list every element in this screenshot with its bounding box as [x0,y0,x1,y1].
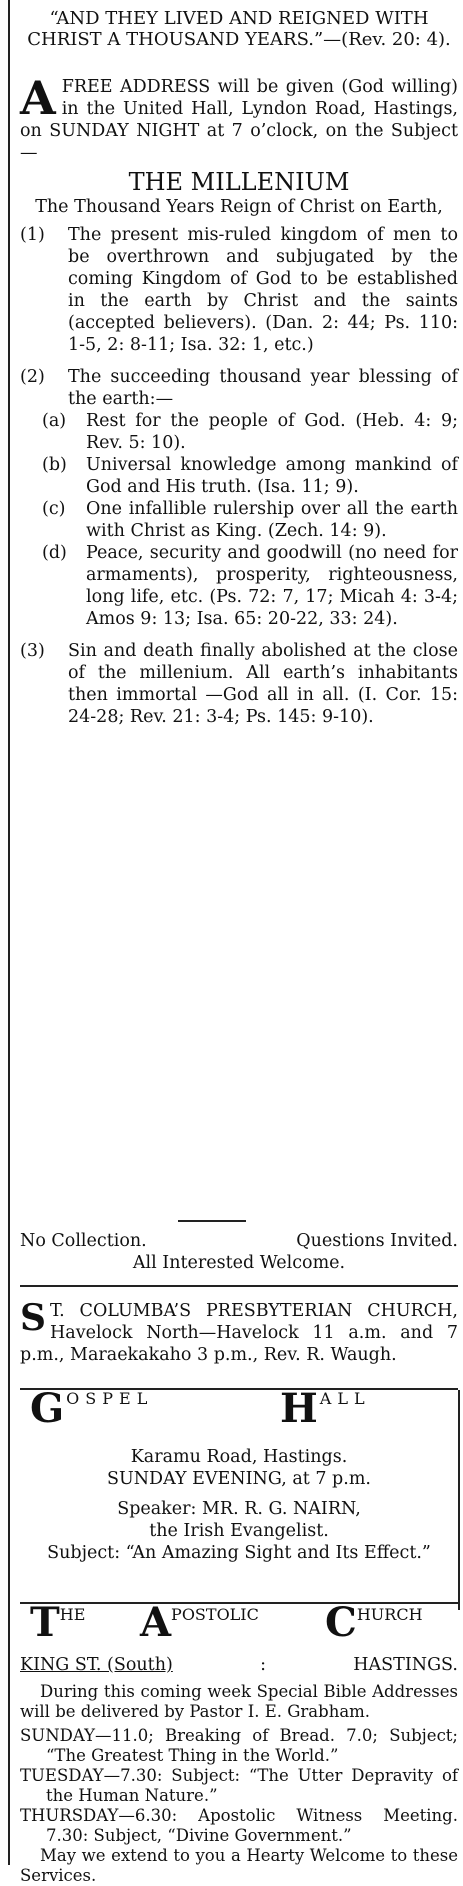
sunday-schedule: SUNDAY—11.0; Breaking of Bread. 7.0; Subject; “The Greatest Thing in the World.” [20,1726,458,1765]
tuesday-schedule: TUESDAY—7.30: Subject: “The Utter Depravity of the Human Nature.” [20,1766,458,1805]
gospel-hall-notice [20,1385,458,1564]
gospel-speaker: Speaker: MR. R. G. NAIRN, [117,1499,361,1519]
subitem-b-label: (b) [42,455,67,475]
location-street: KING ST. (South) [20,1655,173,1675]
subitem-d-label: (d) [42,543,67,563]
gospel-subject: Subject: “An Amazing Sight and Its Effect.” [47,1543,431,1563]
subitem-c [42,498,458,542]
no-collection-text: No Collection. [20,1231,147,1251]
point-3-text: Sin and death finally abolished at the close of the millenium. All earth’s inhabitants then immortal —God all in all. (I. Cor. 15: 24-28; Rev. 21: 3-4; Ps. 145: 9-10). [68,641,458,727]
apostolic-intro: During this coming week Special Bible Addresses will be delivered by Pastor I. E. Grabham. [20,1682,458,1721]
subitem-a-label: (a) [42,411,67,431]
apostolic-rest: POSTOLIC [171,1605,259,1624]
column-rule-right [458,1390,460,1610]
gospel-hall-heading [20,1385,458,1446]
st-columba-notice [20,1297,458,1366]
scripture-quote: “AND THEY LIVED AND REIGNED WITH CHRIST A THOUSAND YEARS.”—(Rev. 20: 4). [27,8,451,50]
footer-row [20,1230,458,1252]
divider-1 [20,1285,458,1287]
gospel-cap: G [30,1385,65,1432]
apostolic-word [140,1599,259,1646]
gospel-heading [30,1385,154,1432]
point-1-text: The present mis-ruled kingdom of men to be overthrown and subjugated by the coming Kingdom of God to be established in the earth by Christ and the saints (accepted believers). (Dan. 2: 44; Ps. 110: 1-5, 2: 8-11; Isa. 32: 1, etc.) [68,225,458,355]
column-rule-left [8,0,10,1865]
point-1-number: (1) [20,225,45,245]
st-columba-text: T. COLUMBA’S PRESBYTERIAN CHURCH, Havelock North—Havelock 11 a.m. and 7 p.m., Maraekakaho 3 p.m., Rev. R. Waugh. [20,1301,458,1365]
closing-welcome: May we extend to you a Hearty Welcome to these Services. [20,1846,458,1885]
subitem-d-text: Peace, security and goodwill (no need for armaments), prosperity, righteousness, long life, etc. (Ps. 72: 7, 17; Micah 4: 3-4; Amos 9: 13; Isa. 65: 20-22, 33: 24). [86,543,458,629]
apostolic-location [20,1654,458,1676]
point-2 [20,366,458,410]
point-3 [20,640,458,728]
hall-rest: ALL [319,1389,371,1408]
hall-heading [280,1385,371,1432]
millenium-footer [20,1230,458,1274]
subitem-d [42,542,458,630]
location-colon: : [260,1655,266,1675]
gospel-speaker-desc: the Irish Evangelist. [149,1521,329,1541]
point-1 [20,224,458,356]
subitem-b [42,454,458,498]
subitem-c-text: One infallible rulership over all the earth with Christ as King. (Zech. 14: 9). [86,499,458,541]
questions-text: Questions Invited. [296,1231,458,1251]
the-heading [30,1599,86,1646]
short-divider [178,1220,246,1222]
church-word [325,1599,423,1646]
point-3-number: (3) [20,641,45,661]
subitem-a [42,410,458,454]
gospel-rest: OSPEL [66,1389,154,1408]
point-2-subitems [20,410,458,630]
welcome-text: All Interested Welcome. [132,1253,346,1273]
gospel-address: Karamu Road, Hastings. [130,1447,348,1467]
intro-text: FREE ADDRESS will be given (God willing) in the United Hall, Lyndon Road, Hastings, on SUNDAY NIGHT at 7 o’clock, on the Subject— [20,77,458,163]
point-2-number: (2) [20,367,45,387]
thursday-schedule: THURSDAY—6.30: Apostolic Witness Meeting. 7.30: Subject, “Divine Government.” [20,1806,458,1845]
apostolic-heading [20,1599,458,1654]
the-cap: T [30,1599,60,1646]
drop-cap-a: A [20,71,56,125]
subitem-c-label: (c) [42,499,66,519]
subject-subtitle: The Thousand Years Reign of Christ on Earth, [35,197,443,217]
the-rest: HE [59,1605,86,1624]
subitem-b-text: Universal knowledge among mankind of God and His truth. (Isa. 11; 9). [86,455,458,497]
newspaper-column [8,0,460,1885]
church-cap: C [325,1599,357,1646]
millenium-notice [20,8,458,728]
divider-3 [20,1602,458,1604]
subject-title: THE MILLENIUM [128,168,350,196]
church-rest: HURCH [356,1605,423,1624]
address-intro [20,71,458,164]
drop-cap-s: S [20,1297,46,1339]
apostolic-cap: A [140,1599,172,1646]
point-2-text: The succeeding thousand year blessing of the earth:— [68,367,458,409]
location-town: HASTINGS. [353,1655,458,1675]
subitem-a-text: Rest for the people of God. (Heb. 4: 9; Rev. 5: 10). [86,411,458,453]
gospel-time: SUNDAY EVENING, at 7 p.m. [107,1469,371,1489]
apostolic-church-notice [20,1599,458,1886]
hall-cap: H [280,1385,318,1432]
